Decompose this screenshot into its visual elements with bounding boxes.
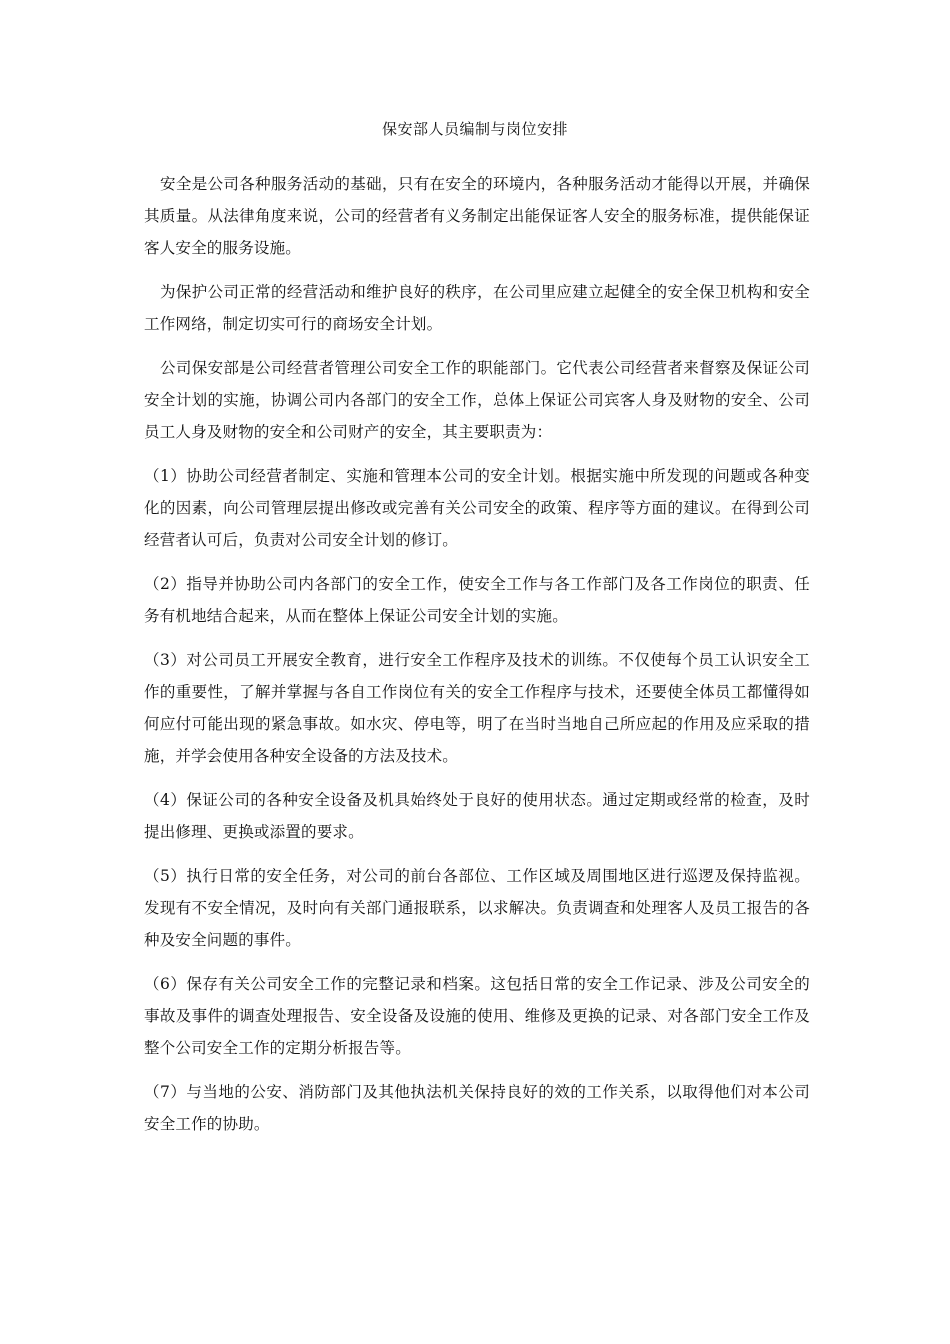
- duty-item-1: （1）协助公司经营者制定、实施和管理本公司的安全计划。根据实施中所发现的问题或各种变化的因素，向公司管理层提出修改或完善有关公司安全的政策、程序等方面的建议。在得到公司经营者认可后，负责对公司安全计划的修订。: [144, 467, 810, 549]
- paragraph-intro: 安全是公司各种服务活动的基础，只有在安全的环境内，各种服务活动才能得以开展，并确保其质量。从法律角度来说，公司的经营者有义务制定出能保证客人安全的服务标准，提供能保证客人安全的服务设施。: [144, 175, 810, 257]
- document-body: [144, 168, 810, 1152]
- duty-item-5: （5）执行日常的安全任务，对公司的前台各部位、工作区域及周围地区进行巡逻及保持监视。发现有不安全情况，及时向有关部门通报联系，以求解决。负责调查和处理客人及员工报告的各种及安全问题的事件。: [144, 867, 810, 949]
- duty-item-2: （2）指导并协助公司内各部门的安全工作，使安全工作与各工作部门及各工作岗位的职责、任务有机地结合起来，从而在整体上保证公司安全计划的实施。: [144, 575, 810, 625]
- duty-item-4: （4）保证公司的各种安全设备及机具始终处于良好的使用状态。通过定期或经常的检查，及时提出修理、更换或添置的要求。: [144, 791, 810, 841]
- document-title: 保安部人员编制与岗位安排: [381, 120, 568, 138]
- paragraph-security-network: 为保护公司正常的经营活动和维护良好的秩序，在公司里应建立起健全的安全保卫机构和安全工作网络，制定切实可行的商场安全计划。: [144, 283, 810, 333]
- duty-item-3: （3）对公司员工开展安全教育，进行安全工作程序及技术的训练。不仅使每个员工认识安全工作的重要性，了解并掌握与各自工作岗位有关的安全工作程序与技术，还要使全体员工都懂得如何应付可能出现的紧急事故。如水灾、停电等，明了在当时当地自己所应起的作用及应采取的措施，并学会使用各种安全设备的方法及技术。: [144, 651, 810, 765]
- duty-item-7: （7）与当地的公安、消防部门及其他执法机关保持良好的效的工作关系，以取得他们对本公司安全工作的协助。: [144, 1083, 810, 1133]
- paragraph-department-role: 公司保安部是公司经营者管理公司安全工作的职能部门。它代表公司经营者来督察及保证公司安全计划的实施，协调公司内各部门的安全工作，总体上保证公司宾客人身及财物的安全、公司员工人身及财物的安全和公司财产的安全，其主要职责为：: [144, 359, 810, 441]
- duty-item-6: （6）保存有关公司安全工作的完整记录和档案。这包括日常的安全工作记录、涉及公司安全的事故及事件的调查处理报告、安全设备及设施的使用、维修及更换的记录、对各部门安全工作及整个公司安全工作的定期分析报告等。: [144, 975, 810, 1057]
